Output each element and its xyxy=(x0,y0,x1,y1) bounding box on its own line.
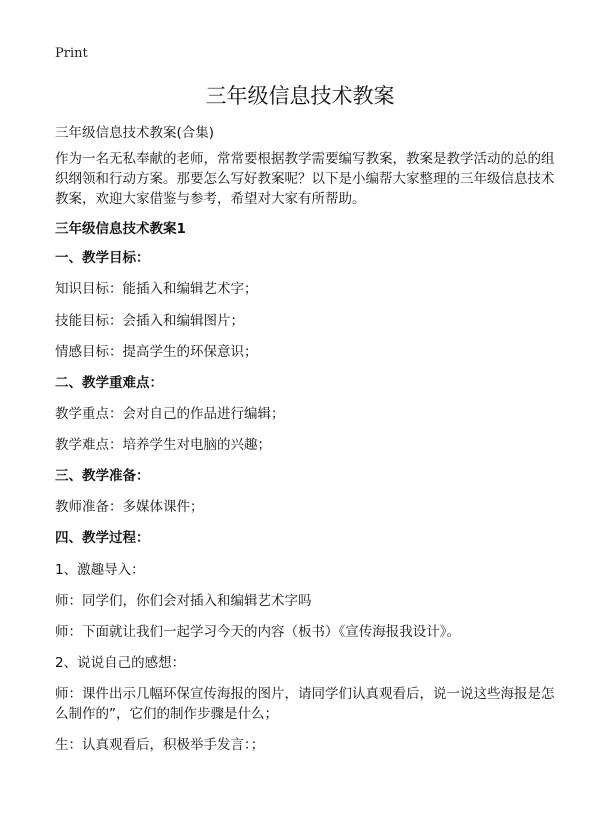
paragraph-difficulty: 教学难点：培养学生对电脑的兴趣； xyxy=(55,437,271,453)
heading-preparation: 三、教学准备： xyxy=(55,468,150,484)
heading-teaching-goals: 一、教学目标： xyxy=(55,250,150,266)
paragraph-student-response: 生：认真观看后，积极举手发言：； xyxy=(55,737,265,753)
paragraph-emotion-goal: 情感目标：提高学生的环保意识； xyxy=(55,344,258,360)
print-link[interactable]: Print xyxy=(55,46,88,61)
paragraph-step-1: 1、激趣导入： xyxy=(55,562,145,578)
paragraph-teacher-preparation: 教师准备：多媒体课件； xyxy=(55,499,204,515)
paragraph-teacher-question: 师：同学们，你们会对插入和编辑艺术字吗 xyxy=(55,593,312,609)
heading-key-points: 二、教学重难点： xyxy=(55,375,163,391)
paragraph-teacher-courseware: 师：课件出示几幅环保宣传海报的图片，请同学们认真观看后，说一说这些海报是怎么制作的”，它们的制作步骤是什么； xyxy=(55,686,555,722)
page-title: 三年级信息技术教案 xyxy=(205,84,395,108)
section-title: 三年级信息技术教案1 xyxy=(55,221,186,237)
paragraph-step-2: 2、说说自己的感想： xyxy=(55,655,186,671)
paragraph-key-point: 教学重点：会对自己的作品进行编辑； xyxy=(55,406,285,422)
paragraph-knowledge-goal: 知识目标：能插入和编辑艺术字； xyxy=(55,281,258,297)
intro-paragraph: 作为一名无私奉献的老师，常常要根据教学需要编写教案，教案是教学活动的总的组织纲领和行动方案。那要怎么写好教案呢？以下是小编帮大家整理的三年级信息技术教案，欢迎大家借鉴与参考，希望对大家有所帮助。 xyxy=(55,151,555,207)
document-subtitle: 三年级信息技术教案(合集) xyxy=(55,125,215,141)
paragraph-skill-goal: 技能目标：会插入和编辑图片； xyxy=(55,313,244,329)
paragraph-teacher-intro: 师：下面就让我们一起学习今天的内容（板书）《宣传海报我设计》。 xyxy=(55,624,460,640)
heading-teaching-process: 四、教学过程： xyxy=(55,530,150,546)
